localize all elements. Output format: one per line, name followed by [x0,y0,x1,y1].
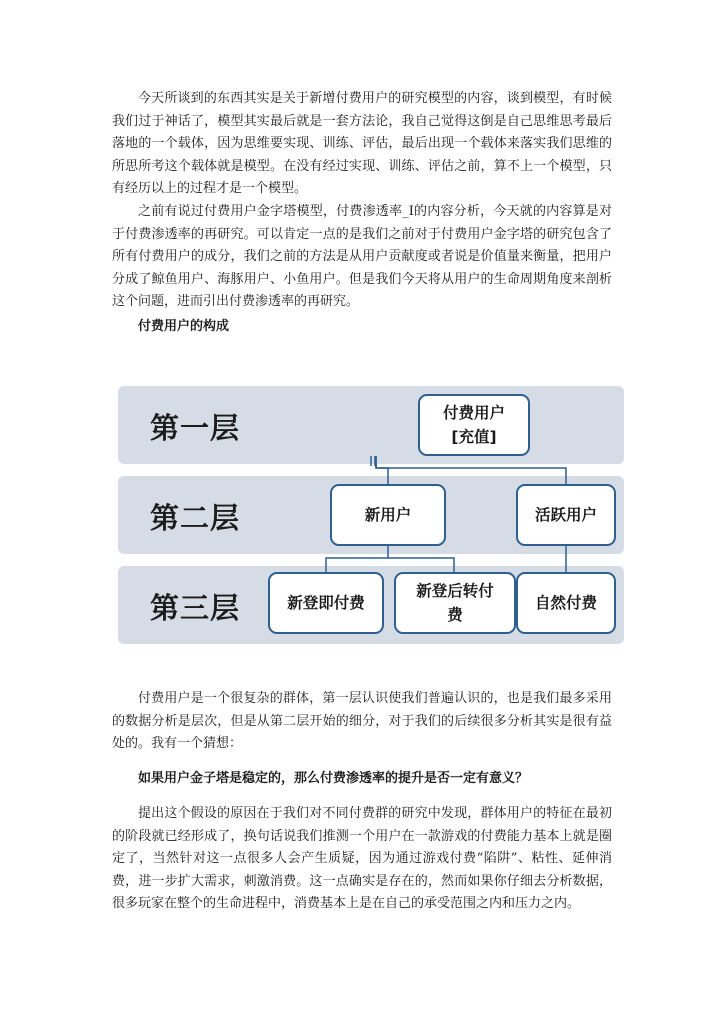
paragraph-pyramid-review: 之前有说过付费用户金字塔模型，付费渗透率_I的内容分析，今天就的内容算是对于付费渗透率的再研究。可以肯定一点的是我们之前对于付费用户金字塔的研究包含了所有付费用户的成分，我们之前的方法是从用户贡献度或者说是价值量来衡量，把用户分成了鲸鱼用户、海豚用户、小鱼用户。但是我们今天将从用户的生命周期角度来剖析这个问题，进而引出付费渗透率的再研究。 [112,204,612,309]
node-instant-pay-label: 新登即付费 [287,594,365,612]
node-later-pay-label: 新登后转付 [416,582,494,600]
paying-user-hierarchy-diagram [118,386,624,644]
node-active-users [516,484,616,546]
node-natural-pay-label: 自然付费 [534,594,597,612]
node-instant-pay [268,572,384,634]
node-paying-users-sublabel: [充值] [451,428,497,446]
paragraph-composition-analysis: 付费用户是一个很复杂的群体，第一层认识使我们普遍认识的，也是我们最多采用的数据分析是层次，但是从第二层开始的细分，对于我们的后续很多分析其实是很有益处的。我有一个猜想： [112,691,612,751]
section-heading-hypothesis: 如果用户金子塔是稳定的，那么付费渗透率的提升是否一定有意义？ [138,771,529,786]
node-paying-users-label: 付费用户 [442,404,505,422]
connector-root-to-new [376,468,388,484]
connector-root-to-active [376,456,566,484]
connector-new-to-instant [326,546,388,572]
node-new-users [330,484,446,546]
node-later-pay-label-cont: 费 [447,606,463,624]
node-new-users-label: 新用户 [364,506,412,524]
node-paying-users [418,394,530,456]
layer-label-2: 第二层 [150,501,241,535]
section-heading-composition: 付费用户的构成 [138,319,230,334]
paragraph-hypothesis-reason: 提出这个假设的原因在于我们对不同付费群的研究中发现，群体用户的特征在最初的阶段就已经形成了，换句话说我们推测一个用户在一款游戏的付费能力基本上就是圈定了，当然针对这一点很多人会产生质疑，因为通过游戏付费“陷阱”、粘性、延伸消费，进一步扩大需求，刺激消费。这一点确实是存在的，然而如果你仔细去分析数据，很多玩家在整个的生命进程中，消费基本上是在自己的承受范围之内和压力之内。 [112,806,612,911]
node-active-users-label: 活跃用户 [534,506,597,524]
paragraph-intro: 今天所谈到的东西其实是关于新增付费用户的研究模型的内容，谈到模型，有时候我们过于神话了，模型其实最后就是一套方法论，我自己觉得这倒是自己思维思考最后落地的一个载体，因为思维要实现、训练、评估，最后出现一个载体来落实我们思维的所思所考这个载体就是模型。在没有经过实现、训练、评估之前，算不上一个模型，只有经历以上的过程才是一个模型。 [112,91,612,196]
connector-new-to-later [388,558,454,572]
node-natural-pay [516,572,616,634]
node-later-pay [394,572,516,634]
layer-label-1: 第一层 [150,411,241,445]
layer-label-3: 第三层 [150,591,241,625]
